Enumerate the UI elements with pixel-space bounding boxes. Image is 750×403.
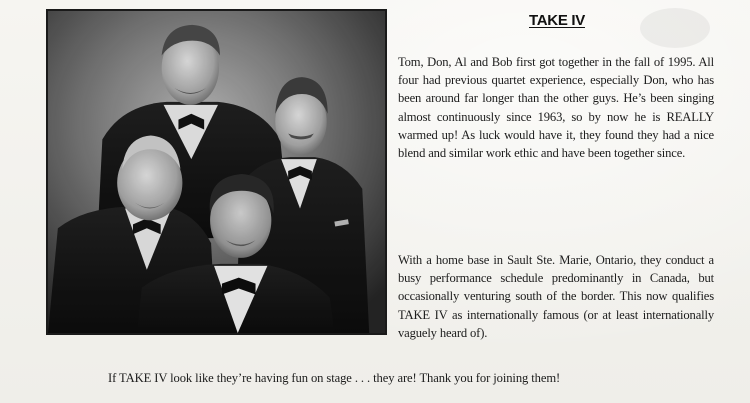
- article-paragraph-1: Tom, Don, Al and Bob first got together in the fall of 1995. All four had previous quartet experience, especially Don, who has been around far longer than the other guys. He’s been singing almost continuously since 1963, so by now he is REALLY warmed up! As luck would have it, they found they had a nice blend and similar work ethic and have been together since.: [398, 55, 714, 161]
- quartet-photo: [46, 9, 387, 335]
- closing-line: If TAKE IV look like they’re having fun on stage . . . they are! Thank you for joining them!: [108, 371, 561, 385]
- article-paragraph-2: With a home base in Sault Ste. Marie, Ontario, they conduct a busy performance schedule predominantly in Canada, but occasionally venturing south of the border. This now qualifies TAKE IV as internationally famous (or at least internationally vaguely heard of).: [398, 253, 714, 340]
- scan-texture: [640, 8, 710, 48]
- quartet-portrait-image: [48, 11, 385, 333]
- article-heading: TAKE IV: [529, 12, 585, 29]
